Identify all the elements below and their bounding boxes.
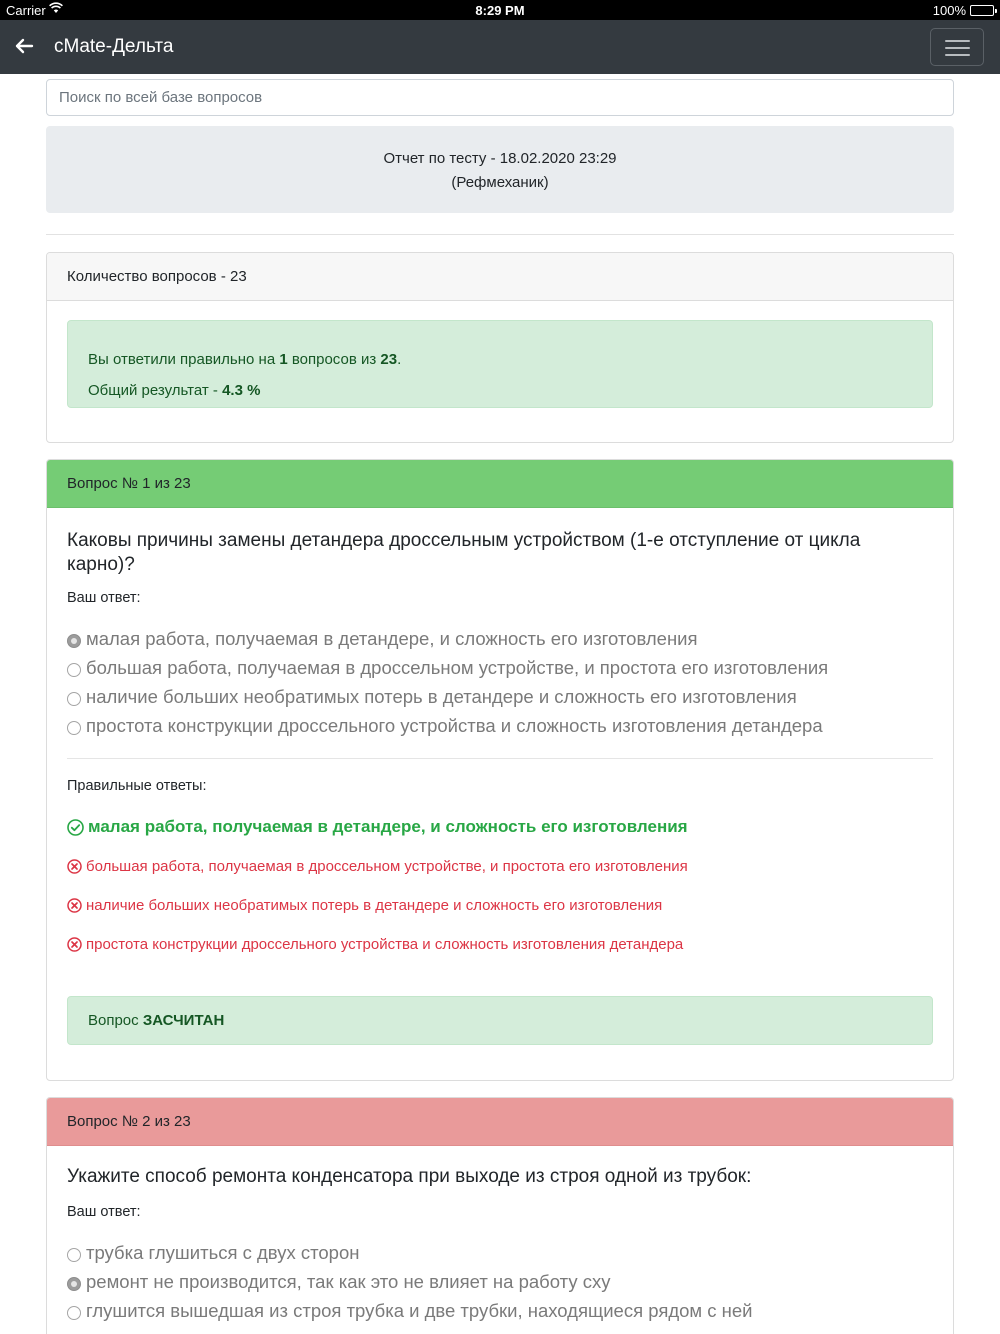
- option-label: простота конструкции дроссельного устройства и сложность изготовления детандера: [86, 715, 823, 736]
- answered-total: 23: [380, 351, 398, 368]
- answer-option[interactable]: [67, 1300, 753, 1322]
- answered-count: 1: [279, 351, 288, 368]
- hamburger-icon: [945, 40, 970, 42]
- option-label: ремонт не производится, так как это не влияет на работу сху: [86, 1271, 611, 1292]
- answer-option[interactable]: [67, 715, 823, 737]
- option-label: большая работа, получаемая в дроссельном устройстве, и простота его изготовления: [86, 657, 829, 678]
- search-input[interactable]: [46, 79, 954, 116]
- answer-label: малая работа, получаемая в детандере, и сложность его изготовления: [88, 817, 688, 836]
- result-line: [88, 375, 912, 406]
- app-title: cMate-Дельта: [54, 36, 174, 57]
- result-alert: [67, 320, 933, 408]
- verdict-alert: [67, 996, 933, 1045]
- correct-answers-label: Правильные ответы:: [67, 778, 207, 794]
- answer-label: большая работа, получаемая в дроссельном устройстве, и простота его изготовления: [86, 858, 688, 875]
- question-card-2: [46, 1097, 954, 1334]
- question-card-1: [46, 459, 954, 1081]
- answer-label: простота конструкции дроссельного устройства и сложность изготовления детандера: [86, 936, 684, 953]
- correct-answer: [67, 817, 688, 837]
- clock: 8:29 PM: [475, 3, 525, 18]
- divider: [67, 758, 933, 759]
- wrong-answer: [67, 897, 662, 914]
- answer-option[interactable]: [67, 1271, 610, 1293]
- question-header: Вопрос № 1 из 23: [47, 460, 953, 508]
- report-header: [46, 126, 954, 213]
- answered-mid: вопросов из: [287, 351, 381, 368]
- battery-percent: 100%: [932, 3, 966, 18]
- question-text: Каковы причины замены детандера дроссельным устройством (1-е отступление от цикла карно)?: [67, 530, 861, 575]
- radio-icon[interactable]: [67, 663, 81, 677]
- divider: [46, 234, 954, 235]
- wrong-answer: [67, 936, 683, 953]
- radio-selected-icon[interactable]: [67, 1277, 81, 1291]
- report-title: Отчет по тесту - 18.02.2020 23:29: [383, 150, 617, 167]
- answered-prefix: Вы ответили правильно на: [88, 351, 280, 368]
- your-answer-label: Ваш ответ:: [67, 590, 141, 606]
- option-label: глушится вышедшая из строя трубка и две трубки, находящиеся рядом с ней: [86, 1300, 753, 1321]
- x-circle-icon: [67, 859, 82, 874]
- option-label: наличие больших необратимых потерь в детандере и сложность его изготовления: [86, 686, 797, 707]
- battery-icon: [970, 5, 994, 16]
- answered-line: [88, 344, 912, 375]
- answer-option[interactable]: [67, 628, 698, 650]
- answered-suffix: .: [397, 351, 402, 368]
- answer-label: наличие больших необратимых потерь в детандере и сложность его изготовления: [86, 897, 663, 914]
- wrong-answer: [67, 858, 688, 875]
- question-header: Вопрос № 2 из 23: [47, 1098, 953, 1146]
- check-circle-icon: [67, 819, 84, 836]
- answer-option[interactable]: [67, 686, 797, 708]
- option-label: малая работа, получаемая в детандере, и сложность его изготовления: [86, 628, 698, 649]
- x-circle-icon: [67, 937, 82, 952]
- back-arrow-icon[interactable]: [12, 34, 36, 58]
- status-bar: [0, 0, 1000, 20]
- summary-header: Количество вопросов - 23: [47, 253, 953, 301]
- hamburger-icon-bar: [945, 54, 970, 56]
- verdict-value: ЗАСЧИТАН: [142, 1012, 225, 1029]
- option-label: трубка глушиться с двух сторон: [86, 1242, 360, 1263]
- report-subtitle: (Рефмеханик): [451, 174, 549, 191]
- question-text: Укажите способ ремонта конденсатора при выходе из строя одной из трубок:: [67, 1166, 752, 1187]
- radio-icon[interactable]: [67, 721, 81, 735]
- menu-toggle-button[interactable]: [930, 28, 984, 66]
- your-answer-label: Ваш ответ:: [67, 1204, 141, 1220]
- verdict-prefix: Вопрос: [88, 1012, 143, 1029]
- radio-icon[interactable]: [67, 1248, 81, 1262]
- result-prefix: Общий результат -: [88, 382, 223, 399]
- radio-icon[interactable]: [67, 692, 81, 706]
- x-circle-icon: [67, 898, 82, 913]
- hamburger-icon-bar: [945, 47, 970, 49]
- answer-option[interactable]: [67, 657, 828, 679]
- radio-icon[interactable]: [67, 1306, 81, 1320]
- summary-card: [46, 252, 954, 443]
- result-value: 4.3 %: [222, 382, 261, 399]
- carrier-label: Carrier: [6, 3, 46, 18]
- radio-selected-icon[interactable]: [67, 634, 81, 648]
- answer-option[interactable]: [67, 1242, 359, 1264]
- app-navbar: [0, 20, 1000, 74]
